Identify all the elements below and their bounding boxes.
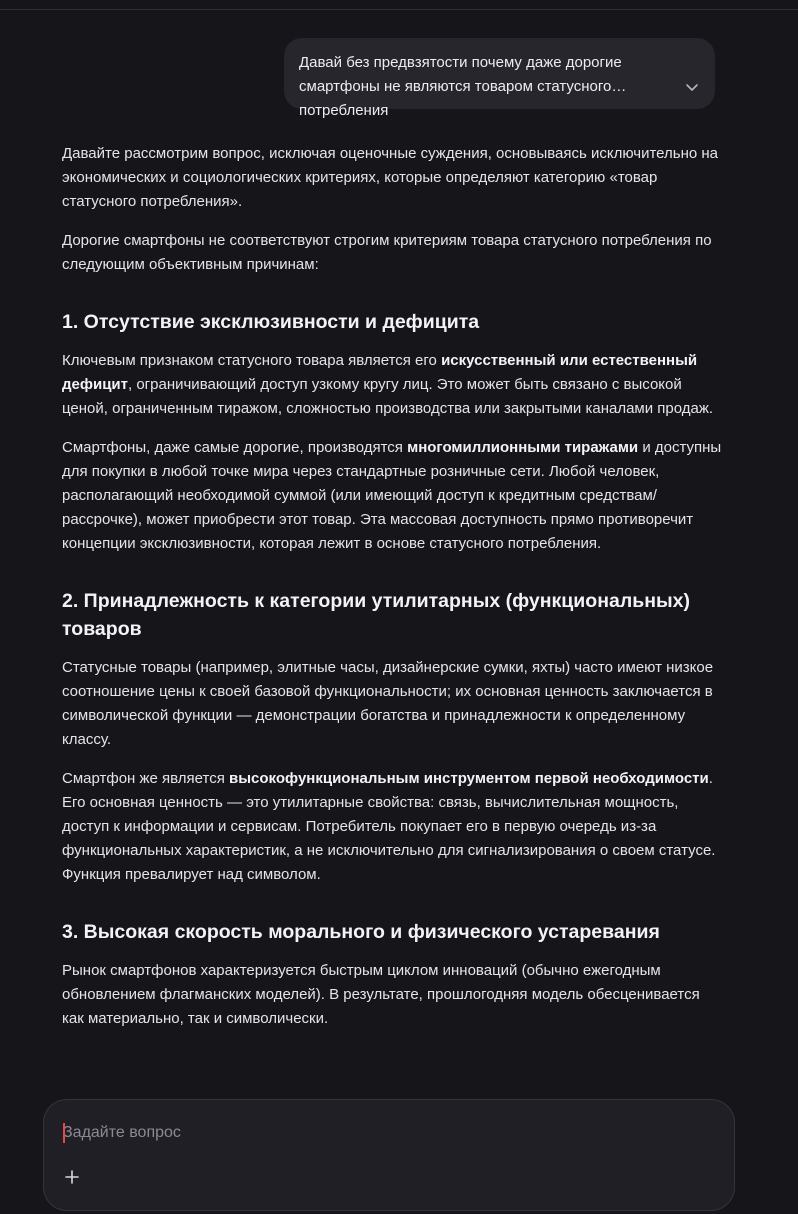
section-1-p2-bold: многомиллионными тиражами	[407, 439, 639, 456]
section-2-heading: 2. Принадлежность к категории утилитарных (функциональных) товаров	[62, 590, 690, 640]
section-1-p2-text-end: и доступны для покупки в любой точке мира через стандартные розничные сети. Любой человек, располагающий необходимой суммой (или имеющий доступ к кредитным средствам/рассрочке), может приобрести этот товар. Эта массовая доступность прямо противоречит концепции эксклюзивности, которая лежит в основе статусного потребления.	[62, 439, 722, 552]
top-divider	[0, 0, 798, 10]
answer-intro-2: Дорогие смартфоны не соответствуют строгим критериям товара статусного потребления по следующим объективным причинам:	[62, 232, 712, 273]
plus-icon[interactable]	[61, 1166, 83, 1188]
assistant-answer	[62, 142, 722, 1046]
scroll-fade	[0, 1082, 798, 1100]
section-1-p1-text-end: , ограничивающий доступ узкому кругу лиц. Это может быть связано с высокой ценой, ограниченным тиражом, сложностью производства или закрытыми каналами продаж.	[62, 376, 714, 417]
user-message-text: Давай без предвзятости почему даже дорогие смартфоны не являются товаром статусного потребления	[299, 54, 622, 119]
section-1-paragraph-2	[62, 436, 722, 556]
text-caret	[63, 1123, 65, 1143]
question-input[interactable]	[63, 1121, 703, 1145]
section-3-heading: 3. Высокая скорость морального и физического устаревания	[62, 921, 660, 943]
composer	[43, 1099, 735, 1211]
answer-intro-1: Давайте рассмотрим вопрос, исключая оценочные суждения, основываясь исключительно на экономических и социологических критериях, которые определяют категорию «товар статусного потребления».	[62, 145, 719, 210]
section-1-heading: 1. Отсутствие эксклюзивности и дефицита	[62, 311, 480, 333]
section-2-paragraph-1: Статусные товары (например, элитные часы, дизайнерские сумки, яхты) часто имеют низкое соотношение цены к своей базовой функциональности; их основная ценность заключается в символической функции — демонстрации богатства и принадлежности к определенному классу.	[62, 659, 714, 748]
section-1-p2-text: Смартфоны, даже самые дорогие, производятся	[62, 439, 408, 456]
section-1-p1-text: Ключевым признаком статусного товара является его	[62, 352, 442, 369]
section-2-p2-text-end: . Его основная ценность — это утилитарные свойства: связь, вычислительная мощность, доступ к информации и сервисам. Потребитель покупает его в первую очередь из-за функциональных характеристик, а не исключительно для сигнализирования о своем статусе. Функция превалирует над символом.	[62, 770, 716, 883]
section-1-p1-bold: искусственный или естественный дефицит	[62, 352, 698, 393]
user-message-bubble	[284, 38, 715, 119]
section-2-paragraph-2	[62, 767, 722, 887]
section-3-paragraph-1: Рынок смартфонов характеризуется быстрым циклом инноваций (обычно ежегодным обновлением флагманских моделей). В результате, прошлогодняя модель обесценивается как материально, так и символически.	[62, 962, 700, 1027]
section-2-p2-bold: высокофункциональным инструментом первой необходимости	[229, 770, 709, 787]
chevron-down-icon[interactable]	[684, 79, 700, 95]
section-2-p2-text: Смартфон же является	[62, 770, 230, 787]
section-1-paragraph-1	[62, 349, 722, 421]
